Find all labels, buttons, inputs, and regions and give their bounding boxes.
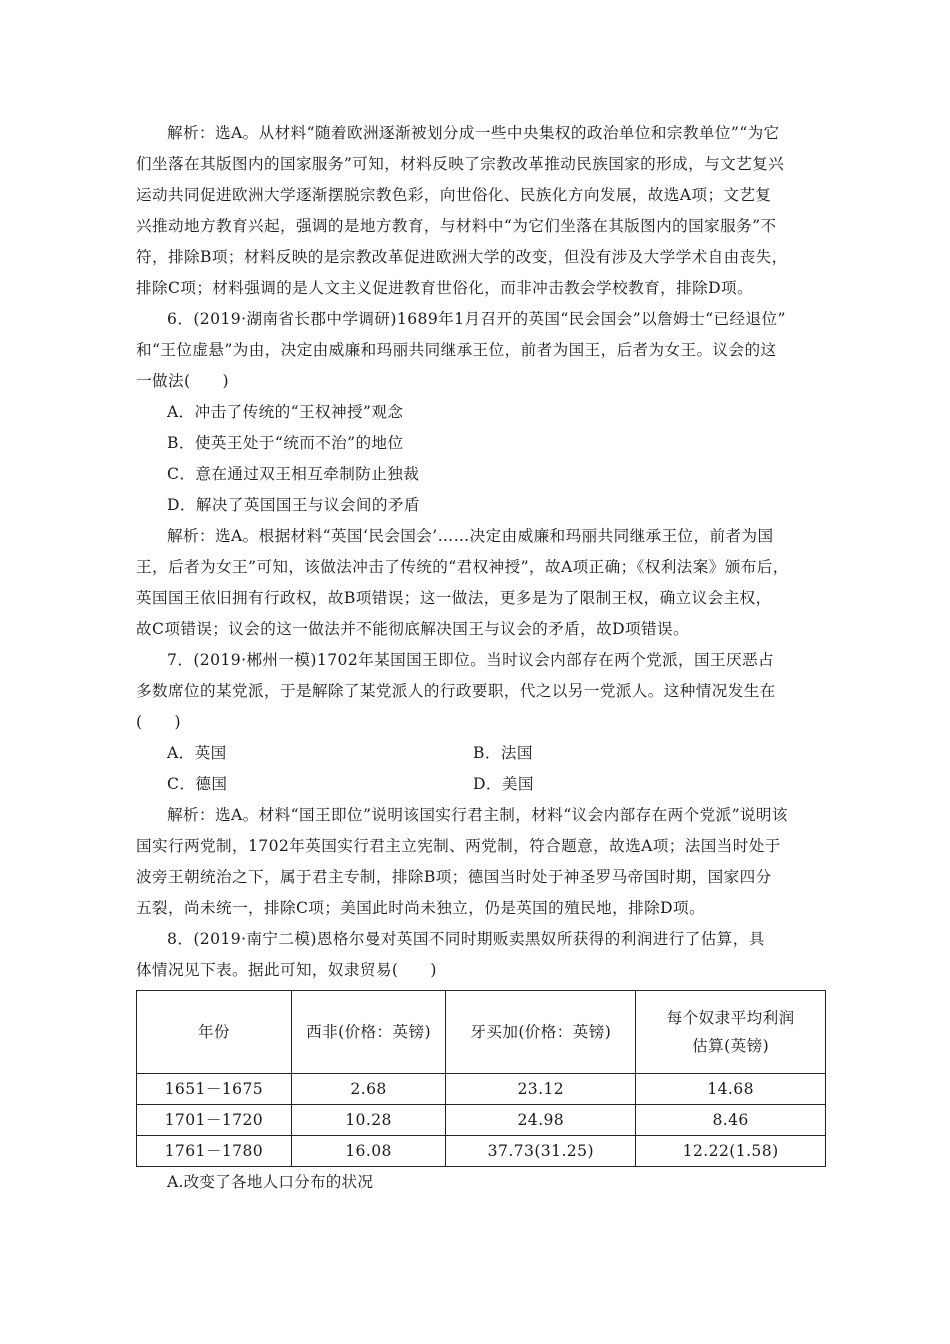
table-cell: 12.22(1.58) <box>636 1136 826 1167</box>
q6-stem-line: 6．(2019·湖南省长郡中学调研)1689年1月召开的英国“民会国会”以詹姆士“已经退位” <box>167 310 786 328</box>
table-cell: 8.46 <box>636 1105 826 1136</box>
q7-options-row <box>136 738 826 769</box>
table-row <box>137 1074 826 1105</box>
q7-stem-line: ( ) <box>136 713 181 731</box>
table-cell: 16.08 <box>291 1136 446 1167</box>
q6-stem-line: 一做法( ) <box>136 372 229 390</box>
q7-options-row <box>136 769 826 800</box>
table-row <box>137 1136 826 1167</box>
question-6 <box>136 304 826 645</box>
table-header-cell: 牙买加(价格：英镑) <box>446 991 636 1074</box>
table-header-cell: 年份 <box>137 991 292 1074</box>
q7-analysis-line: 五裂，尚未统一，排除C项；美国此时尚未独立，仍是英国的殖民地，排除D项。 <box>136 899 706 917</box>
table-cell: 24.98 <box>446 1105 636 1136</box>
q7-stem-line: 7．(2019·郴州一模)1702年某国国王即位。当时议会内部存在两个党派，国王厌恶占 <box>167 651 775 669</box>
q7-analysis-line: 解析：选A。材料“国王即位”说明该国实行君主制，材料“议会内部存在两个党派”说明该 <box>167 806 788 824</box>
q7-option-b: B．法国 <box>473 744 533 762</box>
q6-option-a: A．冲击了传统的“王权神授”观念 <box>167 403 404 421</box>
table-header-row <box>137 991 826 1074</box>
table-cell: 1651－1675 <box>137 1074 292 1105</box>
q6-analysis-line: 解析：选A。根据材料“英国‘民会国会’……决定由威廉和玛丽共同继承王位，前者为国 <box>167 527 774 545</box>
q8-option-a: A.改变了各地人口分布的状况 <box>167 1173 374 1191</box>
q6-stem-line: 和“王位虚悬”为由，决定由威廉和玛丽共同继承王位，前者为国王，后者为女王。议会的这 <box>136 341 777 359</box>
q5-analysis <box>136 118 826 304</box>
question-8 <box>136 924 826 1198</box>
q7-stem-line: 多数席位的某党派，于是解除了某党派人的行政要职，代之以另一党派人。这种情况发生在 <box>136 682 776 700</box>
q6-analysis-line: 英国国王依旧拥有行政权，故B项错误；这一做法，更多是为了限制王权，确立议会主权， <box>136 589 772 607</box>
table-row <box>137 1105 826 1136</box>
table-header-cell: 每个奴隶平均利润估算(英镑) <box>636 991 826 1074</box>
q6-option-b: B．使英王处于“统而不治”的地位 <box>167 434 404 452</box>
table-cell: 1761－1780 <box>137 1136 292 1167</box>
q6-analysis-line: 王，后者为女王”可知，该做法冲击了传统的“君权神授”，故A项正确；《权利法案》颁布后， <box>136 558 789 576</box>
q8-stem-line: 体情况见下表。据此可知，奴隶贸易( ) <box>136 961 437 979</box>
q7-analysis-line: 国实行两党制，1702年英国实行君主立宪制、两党制，符合题意，故选A项；法国当时处于 <box>136 837 781 855</box>
table-cell: 2.68 <box>291 1074 446 1105</box>
q5-analysis-line: 们坐落在其版图内的国家服务”可知，材料反映了宗教改革推动民族国家的形成，与文艺复兴 <box>136 155 785 173</box>
q7-analysis-line: 波旁王朝统治之下，属于君主专制，排除B项；德国当时处于神圣罗马帝国时期，国家四分 <box>136 868 772 886</box>
q7-option-c: C．德国 <box>167 775 228 793</box>
table-cell: 14.68 <box>636 1074 826 1105</box>
q5-analysis-line: 运动共同促进欧洲大学逐渐摆脱宗教色彩，向世俗化、民族化方向发展，故选A项；文艺复 <box>136 186 772 204</box>
table-cell: 37.73(31.25) <box>446 1136 636 1167</box>
q7-option-d: D．美国 <box>473 775 534 793</box>
table-cell: 10.28 <box>291 1105 446 1136</box>
q5-analysis-line: 解析：选A。从材料“随着欧洲逐渐被划分成一些中央集权的政治单位和宗教单位”“为它 <box>167 124 780 142</box>
question-7 <box>136 645 826 924</box>
q7-option-a: A．英国 <box>167 744 227 762</box>
table-cell: 23.12 <box>446 1074 636 1105</box>
table-header-cell: 西非(价格：英镑) <box>291 991 446 1074</box>
slave-trade-table <box>136 990 826 1167</box>
q6-option-d: D．解决了英国国王与议会间的矛盾 <box>167 496 420 514</box>
q6-option-c: C．意在通过双王相互牵制防止独裁 <box>167 465 420 483</box>
document-page <box>136 118 826 1198</box>
q5-analysis-line: 符，排除B项；材料反映的是宗教改革促进欧洲大学的改变，但没有涉及大学学术自由丧失， <box>136 248 788 266</box>
table-cell: 1701－1720 <box>137 1105 292 1136</box>
q8-stem-line: 8．(2019·南宁二模)恩格尔曼对英国不同时期贩卖黑奴所获得的利润进行了估算，具 <box>167 930 765 948</box>
q5-analysis-line: 排除C项；材料强调的是人文主义促进教育世俗化，而非冲击教会学校教育，排除D项。 <box>136 279 754 297</box>
q5-analysis-line: 兴推动地方教育兴起，强调的是地方教育，与材料中“为它们坐落在其版图内的国家服务”不 <box>136 217 777 235</box>
q6-analysis-line: 故C项错误；议会的这一做法并不能彻底解决国王与议会的矛盾，故D项错误。 <box>136 620 690 638</box>
